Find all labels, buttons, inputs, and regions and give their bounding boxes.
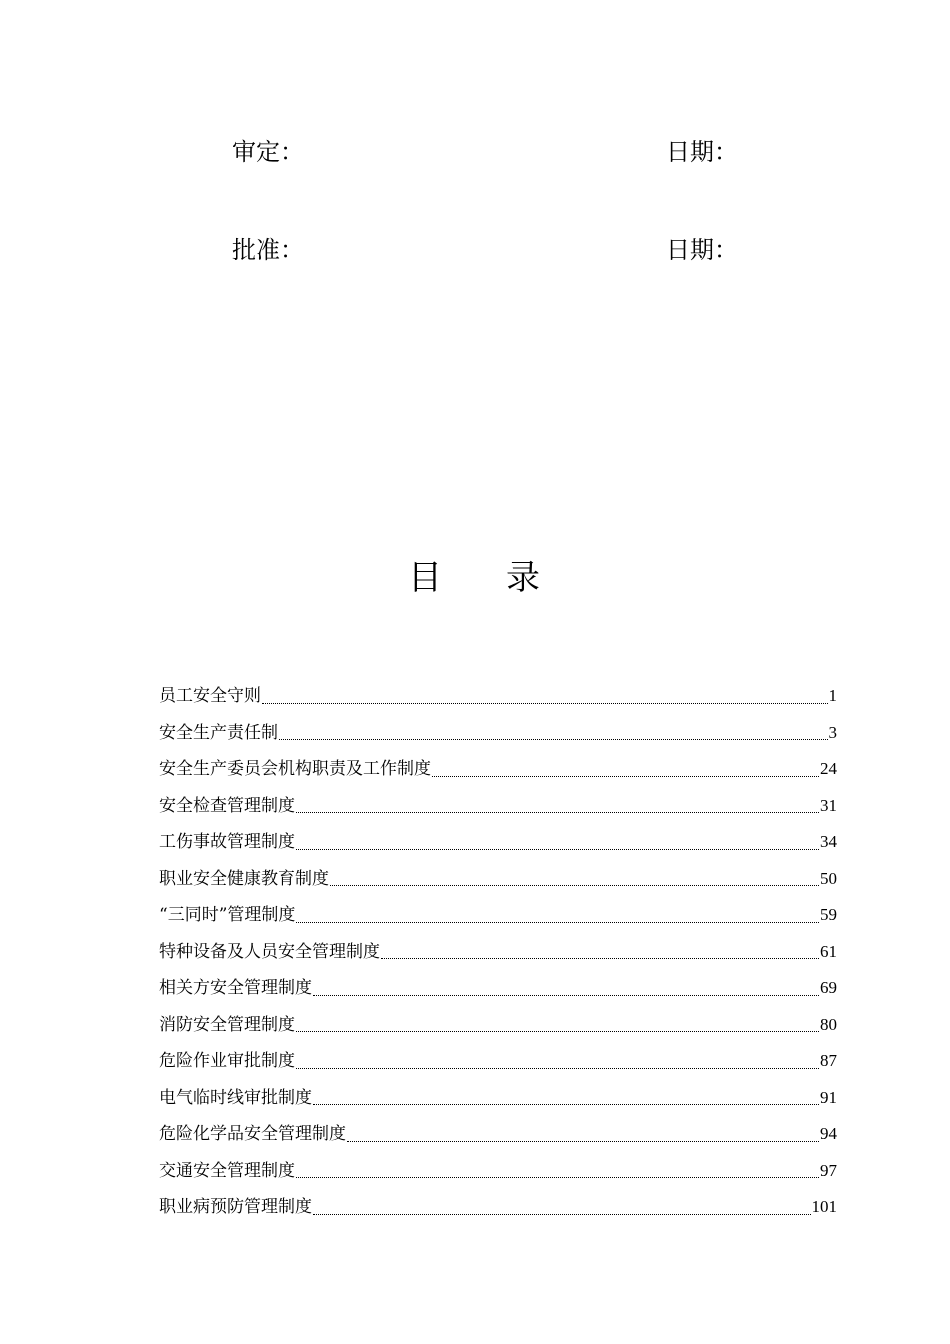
toc-entry-page: 94 xyxy=(820,1124,837,1143)
toc-entry-label: 职业安全健康教育制度 xyxy=(159,868,329,889)
toc-leader-dots xyxy=(347,1140,819,1142)
toc-entry-label: 工伤事故管理制度 xyxy=(159,832,295,852)
toc-leader-dots xyxy=(296,921,819,923)
toc-entry[interactable] xyxy=(159,1080,837,1117)
toc-entry-page: 59 xyxy=(820,905,837,924)
toc-entry-page: 1 xyxy=(828,686,837,705)
toc-entry-page: 87 xyxy=(820,1051,837,1070)
toc-leader-dots xyxy=(313,1213,811,1215)
toc-entry-page: 24 xyxy=(820,759,837,778)
toc-entry-page: 31 xyxy=(820,795,837,815)
toc-leader-dots xyxy=(296,848,819,850)
toc-leader-dots xyxy=(313,1103,819,1105)
toc-entry[interactable] xyxy=(159,897,837,934)
toc-leader-dots xyxy=(330,884,819,886)
toc-entry-page: 50 xyxy=(820,868,837,888)
toc-entry-label: 相关方安全管理制度 xyxy=(159,978,312,998)
toc-entry-label: 危险作业审批制度 xyxy=(159,1051,295,1071)
toc-entry-label: 安全生产委员会机构职责及工作制度 xyxy=(159,759,431,779)
approve-date-label: 日期： xyxy=(666,138,738,166)
toc-entry-page: 34 xyxy=(820,832,837,851)
toc-entry[interactable] xyxy=(159,1007,837,1044)
approval-row xyxy=(0,132,950,172)
toc-entry[interactable] xyxy=(159,1043,837,1080)
toc-title xyxy=(0,553,950,603)
toc-entry[interactable] xyxy=(159,678,837,715)
toc-entry-label: 安全检查管理制度 xyxy=(159,795,295,816)
toc-entry[interactable] xyxy=(159,824,837,861)
ratify-date-label: 日期： xyxy=(666,236,738,264)
toc-entry[interactable] xyxy=(159,788,837,825)
toc-leader-dots xyxy=(279,738,828,740)
toc-entry-page: 69 xyxy=(820,978,837,997)
toc-entry[interactable] xyxy=(159,1153,837,1190)
toc-entry-label: 危险化学品安全管理制度 xyxy=(159,1124,346,1144)
toc-entry[interactable] xyxy=(159,934,837,971)
approve-label: 审定： xyxy=(232,138,304,166)
toc-entry-label: 交通安全管理制度 xyxy=(159,1160,295,1181)
toc-title-char-2: 录 xyxy=(506,558,542,598)
toc-leader-dots xyxy=(313,994,819,996)
toc-leader-dots xyxy=(262,702,828,704)
toc-title-char-1: 目 xyxy=(408,558,444,598)
toc-entry-label: 安全生产责任制 xyxy=(159,722,278,743)
toc-entry[interactable] xyxy=(159,1189,837,1226)
ratify-label: 批准： xyxy=(232,236,304,264)
toc-entry-page: 101 xyxy=(811,1197,837,1216)
toc-entry-label: 消防安全管理制度 xyxy=(159,1014,295,1035)
toc-entry[interactable] xyxy=(159,970,837,1007)
toc-leader-dots xyxy=(296,1176,819,1178)
toc-entry[interactable] xyxy=(159,861,837,898)
toc-entry-label: 特种设备及人员安全管理制度 xyxy=(159,941,380,962)
toc-entry-page: 61 xyxy=(820,941,837,961)
toc-entry-page: 97 xyxy=(820,1160,837,1180)
toc-leader-dots xyxy=(296,811,819,813)
toc-entry-label: 员工安全守则 xyxy=(159,686,261,706)
toc-entry-page: 91 xyxy=(820,1087,837,1107)
toc-leader-dots xyxy=(296,1030,819,1032)
toc-entry[interactable] xyxy=(159,751,837,788)
toc-entry-label: 电气临时线审批制度 xyxy=(159,1087,312,1108)
toc-leader-dots xyxy=(296,1067,819,1069)
toc-leader-dots xyxy=(381,957,819,959)
toc-entry-page: 3 xyxy=(828,722,837,742)
toc-entry-label: “三同时”管理制度 xyxy=(159,905,296,925)
toc-entry-page: 80 xyxy=(820,1014,837,1034)
toc-entry[interactable] xyxy=(159,1116,837,1153)
toc-list xyxy=(159,678,837,1226)
toc-entry[interactable] xyxy=(159,715,837,752)
toc-leader-dots xyxy=(432,775,819,777)
toc-entry-label: 职业病预防管理制度 xyxy=(159,1197,312,1217)
ratify-row xyxy=(0,230,950,270)
